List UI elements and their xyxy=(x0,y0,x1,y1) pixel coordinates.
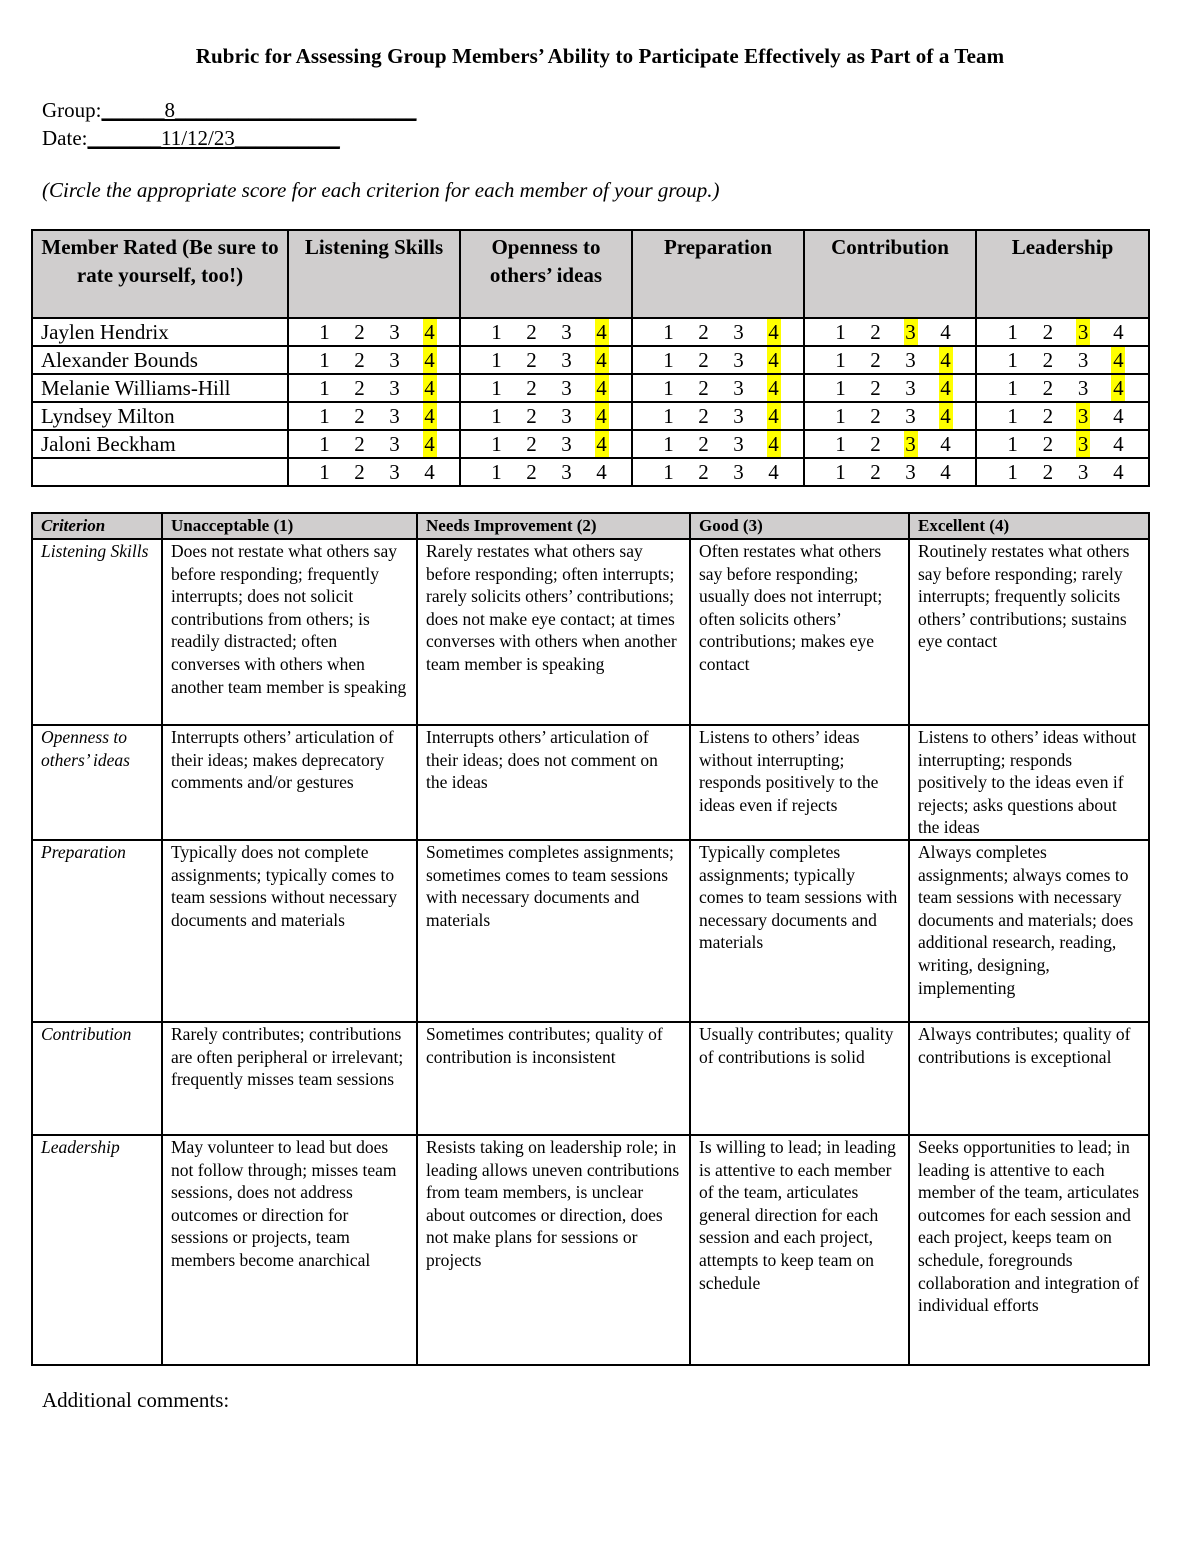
score-option[interactable]: 1 xyxy=(491,432,502,456)
criterion-row xyxy=(32,840,1149,1022)
criterion-row xyxy=(32,539,1149,725)
score-option[interactable]: 3 xyxy=(389,348,400,372)
score-option[interactable]: 1 xyxy=(663,376,674,400)
selected-score[interactable]: 4 xyxy=(768,432,779,456)
score-option[interactable]: 3 xyxy=(561,460,572,484)
score-cell xyxy=(804,318,976,346)
score-cell xyxy=(632,458,804,486)
score-option[interactable]: 3 xyxy=(389,404,400,428)
member-row xyxy=(32,430,1149,458)
score-option[interactable]: 3 xyxy=(389,432,400,456)
score-option[interactable]: 1 xyxy=(663,348,674,372)
score-option[interactable]: 4 xyxy=(768,460,779,484)
score-cell xyxy=(632,346,804,374)
score-option[interactable]: 3 xyxy=(389,460,400,484)
score-option[interactable]: 2 xyxy=(870,404,881,428)
member-row xyxy=(32,402,1149,430)
score-cell xyxy=(288,458,460,486)
score-cell xyxy=(460,374,632,402)
member-name: Jaloni Beckham xyxy=(32,430,288,458)
selected-score[interactable]: 4 xyxy=(940,404,951,428)
selected-score[interactable]: 4 xyxy=(596,320,607,344)
score-cell xyxy=(460,402,632,430)
criterion-description: Interrupts others’ articulation of their ideas; makes deprecatory comments and/or gestures xyxy=(162,725,417,840)
member-row xyxy=(32,318,1149,346)
score-option[interactable]: 2 xyxy=(698,348,709,372)
criterion-description: Is willing to lead; in leading is attentive to each member of the team, articulates general direction for each session and each project, attempts to keep team on schedule xyxy=(690,1135,909,1365)
score-option[interactable]: 1 xyxy=(319,376,330,400)
ratings-table xyxy=(31,229,1150,487)
score-option[interactable]: 3 xyxy=(733,432,744,456)
score-cell xyxy=(976,374,1149,402)
member-name xyxy=(32,458,288,486)
criterion-description: Sometimes completes assignments; sometimes comes to team sessions with necessary documents and materials xyxy=(417,840,690,1022)
member-name: Jaylen Hendrix xyxy=(32,318,288,346)
criterion-description: Typically completes assignments; typically comes to team sessions with necessary documents and materials xyxy=(690,840,909,1022)
score-option[interactable]: 2 xyxy=(698,432,709,456)
criterion-name: Preparation xyxy=(32,840,162,1022)
score-option[interactable]: 1 xyxy=(1007,320,1018,344)
score-option[interactable]: 2 xyxy=(526,460,537,484)
score-option[interactable]: 2 xyxy=(698,404,709,428)
member-row xyxy=(32,346,1149,374)
score-option[interactable]: 3 xyxy=(733,320,744,344)
selected-score[interactable]: 4 xyxy=(424,320,435,344)
score-option[interactable]: 2 xyxy=(870,376,881,400)
selected-score[interactable]: 3 xyxy=(905,432,916,456)
score-option[interactable]: 1 xyxy=(491,404,502,428)
header-good: Good (3) xyxy=(690,513,909,539)
score-cell xyxy=(288,402,460,430)
score-option[interactable]: 1 xyxy=(491,320,502,344)
criterion-description: Interrupts others’ articulation of their ideas; does not comment on the ideas xyxy=(417,725,690,840)
score-option[interactable]: 3 xyxy=(733,404,744,428)
criterion-description: Does not restate what others say before responding; frequently interrupts; does not solicit contributions from others; is readily distracted; often converses with others when another team member is speaking xyxy=(162,539,417,725)
score-cell xyxy=(804,402,976,430)
score-option[interactable]: 2 xyxy=(1042,460,1054,484)
score-option[interactable]: 2 xyxy=(526,376,537,400)
score-option[interactable]: 1 xyxy=(319,320,330,344)
score-cell xyxy=(632,430,804,458)
member-name: Lyndsey Milton xyxy=(32,402,288,430)
score-option[interactable]: 1 xyxy=(1007,432,1018,456)
header-listening-skills: Listening Skills xyxy=(288,230,460,318)
score-cell xyxy=(288,374,460,402)
score-option[interactable]: 4 xyxy=(1113,320,1124,344)
score-cell xyxy=(632,318,804,346)
criteria-header-row xyxy=(32,513,1149,539)
score-option[interactable]: 3 xyxy=(733,348,744,372)
selected-score[interactable]: 4 xyxy=(768,404,779,428)
criterion-name: Openness to others’ ideas xyxy=(32,725,162,840)
score-cell xyxy=(632,374,804,402)
score-option[interactable]: 1 xyxy=(491,460,502,484)
member-row xyxy=(32,374,1149,402)
score-option[interactable]: 3 xyxy=(1077,460,1089,484)
criterion-row xyxy=(32,1022,1149,1135)
member-name: Alexander Bounds xyxy=(32,346,288,374)
score-option[interactable]: 3 xyxy=(733,460,744,484)
additional-comments-label: Additional comments: xyxy=(42,1388,230,1412)
score-cell xyxy=(976,346,1149,374)
score-option[interactable]: 3 xyxy=(1077,348,1089,372)
score-option[interactable]: 1 xyxy=(663,320,674,344)
criterion-description: Usually contributes; quality of contributions is solid xyxy=(690,1022,909,1135)
score-cell xyxy=(288,430,460,458)
criterion-description: Rarely restates what others say before responding; often interrupts; rarely solicits others’ contributions; does not make eye contact; at times converses with others when another team member is speaking xyxy=(417,539,690,725)
selected-score[interactable]: 3 xyxy=(1077,404,1089,428)
score-cell xyxy=(460,318,632,346)
criterion-description: Seeks opportunities to lead; in leading is attentive to each member of the team, articulates outcomes for each session and each project, keeps team on schedule, foregrounds collaboration and integration of individual efforts xyxy=(909,1135,1149,1365)
score-option[interactable]: 4 xyxy=(424,460,435,484)
score-option[interactable]: 1 xyxy=(663,460,674,484)
selected-score[interactable]: 4 xyxy=(424,404,435,428)
score-option[interactable]: 3 xyxy=(561,432,572,456)
date-value: _______11/12/23__________ xyxy=(87,126,340,150)
score-cell xyxy=(460,430,632,458)
criterion-description: Rarely contributes; contributions are often peripheral or irrelevant; frequently misses team sessions xyxy=(162,1022,417,1135)
score-option[interactable]: 2 xyxy=(1042,404,1054,428)
score-cell xyxy=(976,318,1149,346)
member-name: Melanie Williams-Hill xyxy=(32,374,288,402)
criterion-description: Listens to others’ ideas without interrupting; responds positively to the ideas even if rejects xyxy=(690,725,909,840)
header-excellent: Excellent (4) xyxy=(909,513,1149,539)
score-option[interactable]: 2 xyxy=(354,320,365,344)
score-option[interactable]: 2 xyxy=(870,432,881,456)
score-cell xyxy=(288,346,460,374)
selected-score[interactable]: 4 xyxy=(596,404,607,428)
score-option[interactable]: 2 xyxy=(526,432,537,456)
criterion-description: Sometimes contributes; quality of contribution is inconsistent xyxy=(417,1022,690,1135)
score-cell xyxy=(460,346,632,374)
score-option[interactable]: 1 xyxy=(663,432,674,456)
header-needs-improvement: Needs Improvement (2) xyxy=(417,513,690,539)
selected-score[interactable]: 4 xyxy=(768,376,779,400)
selected-score[interactable]: 4 xyxy=(768,348,779,372)
score-option[interactable]: 1 xyxy=(319,432,330,456)
criterion-description: Listens to others’ ideas without interrupting; responds positively to the ideas even if rejects; asks questions about the ideas xyxy=(909,725,1149,840)
selected-score[interactable]: 4 xyxy=(940,348,951,372)
selected-score[interactable]: 4 xyxy=(596,348,607,372)
score-option[interactable]: 3 xyxy=(561,320,572,344)
score-option[interactable]: 2 xyxy=(354,460,365,484)
score-option[interactable]: 2 xyxy=(1042,376,1054,400)
header-leadership: Leadership xyxy=(976,230,1149,318)
score-option[interactable]: 2 xyxy=(1042,432,1054,456)
criterion-name: Leadership xyxy=(32,1135,162,1365)
score-option[interactable]: 1 xyxy=(491,348,502,372)
score-cell xyxy=(288,318,460,346)
score-option[interactable]: 1 xyxy=(319,348,330,372)
criterion-description: Resists taking on leadership role; in leading allows uneven contributions from team members, is unclear about outcomes or direction, does not make plans for sessions or projects xyxy=(417,1135,690,1365)
score-option[interactable]: 3 xyxy=(905,404,916,428)
selected-score[interactable]: 4 xyxy=(1113,348,1124,372)
score-option[interactable]: 4 xyxy=(1113,432,1124,456)
score-option[interactable]: 1 xyxy=(835,348,846,372)
score-option[interactable]: 3 xyxy=(905,376,916,400)
date-label: Date: xyxy=(42,126,88,150)
score-option[interactable]: 1 xyxy=(835,404,846,428)
group-value: ______8_______________________ xyxy=(101,98,417,122)
criterion-description: Often restates what others say before responding; usually does not interrupt; often solicits others’ contributions; makes eye contact xyxy=(690,539,909,725)
score-option[interactable]: 2 xyxy=(698,376,709,400)
header-openness: Openness to others’ ideas xyxy=(460,230,632,318)
score-option[interactable]: 3 xyxy=(561,348,572,372)
score-option[interactable]: 3 xyxy=(1077,376,1089,400)
score-cell xyxy=(632,402,804,430)
header-contribution: Contribution xyxy=(804,230,976,318)
group-line xyxy=(42,98,417,123)
score-option[interactable]: 4 xyxy=(1113,460,1124,484)
score-option[interactable]: 2 xyxy=(698,460,709,484)
score-option[interactable]: 3 xyxy=(561,404,572,428)
score-option[interactable]: 1 xyxy=(319,460,330,484)
score-cell xyxy=(460,458,632,486)
score-option[interactable]: 1 xyxy=(319,404,330,428)
score-option[interactable]: 3 xyxy=(561,376,572,400)
criterion-description: Always contributes; quality of contributions is exceptional xyxy=(909,1022,1149,1135)
date-line xyxy=(42,126,340,151)
score-cell xyxy=(804,458,976,486)
criterion-description: Typically does not complete assignments; typically comes to team sessions without necessary documents and materials xyxy=(162,840,417,1022)
criterion-description: May volunteer to lead but does not follow through; misses team sessions, does not address outcomes or direction for sessions or projects, team members become anarchical xyxy=(162,1135,417,1365)
score-option[interactable]: 1 xyxy=(835,320,846,344)
group-label: Group: xyxy=(42,98,102,122)
score-option[interactable]: 2 xyxy=(354,376,365,400)
selected-score[interactable]: 4 xyxy=(424,348,435,372)
score-option[interactable]: 2 xyxy=(870,348,881,372)
score-option[interactable]: 2 xyxy=(870,460,881,484)
score-option[interactable]: 4 xyxy=(1113,404,1124,428)
score-option[interactable]: 1 xyxy=(835,432,846,456)
score-option[interactable]: 1 xyxy=(835,376,846,400)
score-cell xyxy=(804,346,976,374)
header-criterion: Criterion xyxy=(32,513,162,539)
selected-score[interactable]: 4 xyxy=(596,376,607,400)
selected-score[interactable]: 3 xyxy=(905,320,916,344)
score-option[interactable]: 1 xyxy=(663,404,674,428)
criterion-name: Listening Skills xyxy=(32,539,162,725)
score-option[interactable]: 2 xyxy=(526,348,537,372)
ratings-header-row xyxy=(32,230,1149,318)
criterion-description: Routinely restates what others say before responding; rarely interrupts; frequently solicits others’ contributions; sustains eye contact xyxy=(909,539,1149,725)
score-option[interactable]: 2 xyxy=(1042,348,1054,372)
score-cell xyxy=(976,402,1149,430)
selected-score[interactable]: 4 xyxy=(596,432,607,456)
score-option[interactable]: 4 xyxy=(940,432,951,456)
score-option[interactable]: 2 xyxy=(870,320,881,344)
selected-score[interactable]: 3 xyxy=(1077,432,1089,456)
score-option[interactable]: 3 xyxy=(389,376,400,400)
page-title: Rubric for Assessing Group Members’ Ability to Participate Effectively as Part of a Team xyxy=(195,44,1005,68)
score-option[interactable]: 1 xyxy=(835,460,846,484)
score-option[interactable]: 2 xyxy=(526,404,537,428)
selected-score[interactable]: 4 xyxy=(424,432,435,456)
score-option[interactable]: 3 xyxy=(905,460,916,484)
score-option[interactable]: 2 xyxy=(526,320,537,344)
score-option[interactable]: 1 xyxy=(1007,404,1018,428)
criterion-row xyxy=(32,1135,1149,1365)
selected-score[interactable]: 3 xyxy=(1077,320,1089,344)
score-cell xyxy=(804,374,976,402)
score-option[interactable]: 4 xyxy=(940,320,951,344)
criterion-description: Always completes assignments; always comes to team sessions with necessary documents and materials; does additional research, reading, writing, designing, implementing xyxy=(909,840,1149,1022)
score-option[interactable]: 3 xyxy=(733,376,744,400)
header-member-rated: Member Rated (Be sure to rate yourself, too!) xyxy=(32,230,288,318)
score-option[interactable]: 2 xyxy=(1042,320,1054,344)
score-option[interactable]: 1 xyxy=(1007,376,1018,400)
score-cell xyxy=(976,458,1149,486)
instructions: (Circle the appropriate score for each criterion for each member of your group.) xyxy=(42,178,720,202)
score-option[interactable]: 1 xyxy=(491,376,502,400)
score-option[interactable]: 1 xyxy=(1007,348,1018,372)
score-option[interactable]: 4 xyxy=(940,460,951,484)
criteria-table xyxy=(31,512,1150,1366)
score-option[interactable]: 3 xyxy=(389,320,400,344)
score-option[interactable]: 2 xyxy=(354,404,365,428)
header-unacceptable: Unacceptable (1) xyxy=(162,513,417,539)
score-option[interactable]: 4 xyxy=(596,460,607,484)
score-option[interactable]: 3 xyxy=(905,348,916,372)
score-option[interactable]: 2 xyxy=(354,432,365,456)
member-row xyxy=(32,458,1149,486)
selected-score[interactable]: 4 xyxy=(1113,376,1124,400)
criterion-row xyxy=(32,725,1149,840)
selected-score[interactable]: 4 xyxy=(768,320,779,344)
selected-score[interactable]: 4 xyxy=(940,376,951,400)
score-option[interactable]: 2 xyxy=(698,320,709,344)
score-option[interactable]: 1 xyxy=(1007,460,1018,484)
criterion-name: Contribution xyxy=(32,1022,162,1135)
header-preparation: Preparation xyxy=(632,230,804,318)
selected-score[interactable]: 4 xyxy=(424,376,435,400)
score-cell xyxy=(804,430,976,458)
score-cell xyxy=(976,430,1149,458)
score-option[interactable]: 2 xyxy=(354,348,365,372)
